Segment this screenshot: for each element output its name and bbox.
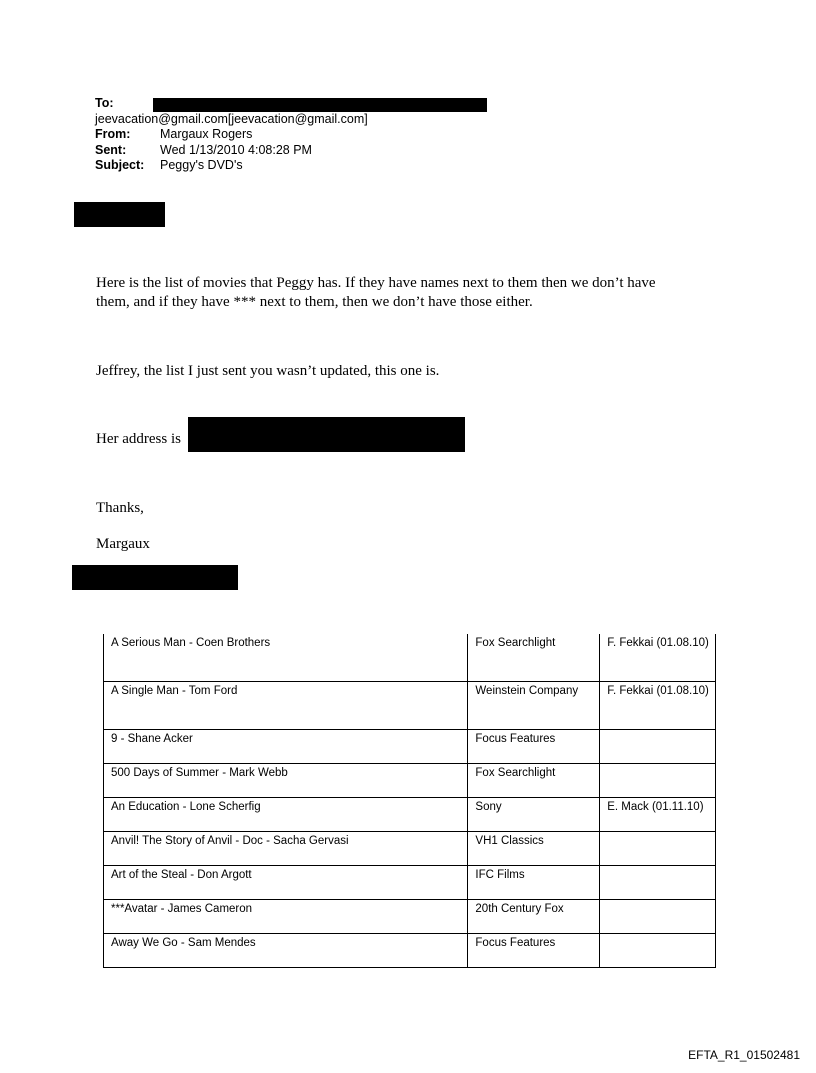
table-row bbox=[104, 934, 716, 968]
subject-value: Peggy's DVD's bbox=[160, 158, 243, 172]
to-label: To: bbox=[95, 96, 114, 110]
from-label: From: bbox=[95, 127, 131, 141]
note-cell bbox=[600, 730, 716, 764]
subject-label: Subject: bbox=[95, 158, 145, 172]
table-row bbox=[104, 798, 716, 832]
redaction-to-recipient bbox=[153, 98, 487, 112]
movie-title-cell: A Serious Man - Coen Brothers bbox=[104, 634, 468, 682]
movie-title-cell: A Single Man - Tom Ford bbox=[104, 682, 468, 730]
table-row bbox=[104, 832, 716, 866]
note-cell: F. Fekkai (01.08.10) bbox=[600, 634, 716, 682]
note-cell: E. Mack (01.11.10) bbox=[600, 798, 716, 832]
redaction-block bbox=[72, 565, 238, 590]
body-paragraph-1-line-2: them, and if they have *** next to them, then we don’t have those either. bbox=[96, 294, 533, 310]
bates-number: EFTA_R1_01502481 bbox=[688, 1048, 800, 1062]
note-cell bbox=[600, 934, 716, 968]
signature: Margaux bbox=[96, 536, 150, 552]
sent-row bbox=[95, 143, 368, 159]
redaction-greeting bbox=[74, 202, 165, 227]
body-paragraph-2: Jeffrey, the list I just sent you wasn’t updated, this one is. bbox=[96, 363, 440, 379]
note-cell: F. Fekkai (01.08.10) bbox=[600, 682, 716, 730]
note-cell bbox=[600, 832, 716, 866]
redaction-address bbox=[188, 417, 465, 452]
subject-row bbox=[95, 158, 368, 174]
distributor-cell: Weinstein Company bbox=[468, 682, 600, 730]
movie-title-cell: Art of the Steal - Don Argott bbox=[104, 866, 468, 900]
dvd-table bbox=[103, 634, 716, 968]
distributor-cell: Fox Searchlight bbox=[468, 634, 600, 682]
closing-thanks: Thanks, bbox=[96, 500, 144, 516]
distributor-cell: Focus Features bbox=[468, 934, 600, 968]
sent-label: Sent: bbox=[95, 142, 127, 157]
distributor-cell: Focus Features bbox=[468, 730, 600, 764]
from-row bbox=[95, 127, 368, 143]
movie-title-cell: 500 Days of Summer - Mark Webb bbox=[104, 764, 468, 798]
table-row bbox=[104, 682, 716, 730]
movie-title-cell: ***Avatar - James Cameron bbox=[104, 900, 468, 934]
table-row bbox=[104, 730, 716, 764]
address-prefix: Her address is bbox=[96, 431, 181, 447]
table-row bbox=[104, 900, 716, 934]
note-cell bbox=[600, 900, 716, 934]
distributor-cell: 20th Century Fox bbox=[468, 900, 600, 934]
note-cell bbox=[600, 866, 716, 900]
distributor-cell: VH1 Classics bbox=[468, 832, 600, 866]
body-paragraph-1-line-1: Here is the list of movies that Peggy has. If they have names next to them then we don’t have bbox=[96, 275, 656, 291]
note-cell bbox=[600, 764, 716, 798]
sent-value: Wed 1/13/2010 4:08:28 PM bbox=[160, 142, 312, 157]
movie-title-cell: Anvil! The Story of Anvil - Doc - Sacha Gervasi bbox=[104, 832, 468, 866]
distributor-cell: Sony bbox=[468, 798, 600, 832]
movie-title-cell: Away We Go - Sam Mendes bbox=[104, 934, 468, 968]
distributor-cell: IFC Films bbox=[468, 866, 600, 900]
movie-title-cell: 9 - Shane Acker bbox=[104, 730, 468, 764]
table-row bbox=[104, 634, 716, 682]
movie-title-cell: An Education - Lone Scherfig bbox=[104, 798, 468, 832]
distributor-cell: Fox Searchlight bbox=[468, 764, 600, 798]
to-address: jeevacation@gmail.com[jeevacation@gmail.com] bbox=[95, 111, 368, 126]
from-value: Margaux Rogers bbox=[160, 127, 253, 141]
table-row bbox=[104, 866, 716, 900]
table-row bbox=[104, 764, 716, 798]
